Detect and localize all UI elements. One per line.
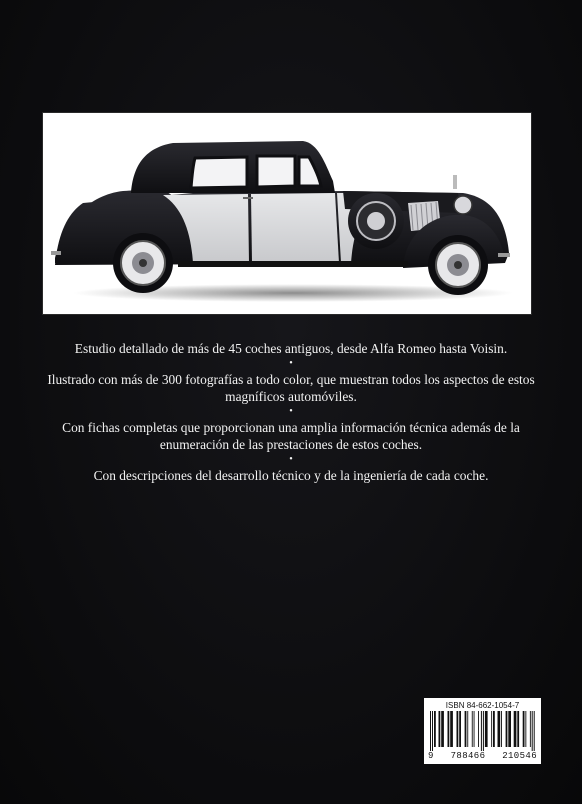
- barcode-bar: [514, 711, 517, 747]
- barcode-bar: [523, 711, 525, 747]
- bullet-separator: •: [289, 454, 293, 465]
- barcode-bar: [498, 711, 501, 747]
- ean-left-group: 788466: [450, 751, 486, 761]
- feature-list: [30, 340, 552, 484]
- barcode-bar: [501, 711, 502, 747]
- barcode-bar: [530, 711, 531, 747]
- barcode-bar: [465, 711, 467, 747]
- barcode-bar: [459, 711, 461, 747]
- barcode-bar: [467, 711, 468, 747]
- ean-digits: [424, 751, 541, 761]
- feature-item-photos: Ilustrado con más de 300 fotografías a todo color, que muestran todos los aspectos de estos magníficos automóviles.: [47, 372, 535, 404]
- barcode-bar: [434, 711, 436, 747]
- barcode-bar: [485, 711, 488, 747]
- barcode-bar: [441, 711, 444, 747]
- bullet-separator: •: [289, 406, 293, 417]
- barcode-bar: [448, 711, 450, 747]
- feature-item-models: Estudio detallado de más de 45 coches antiguos, desde Alfa Romeo hasta Voisin.: [74, 341, 508, 356]
- barcode-bar: [474, 711, 475, 747]
- vintage-limousine-car-icon: [43, 113, 531, 314]
- barcode-bar: [439, 711, 441, 747]
- barcode-bar: [483, 711, 484, 751]
- barcode-bar: [457, 711, 459, 747]
- barcode-bar: [491, 711, 492, 747]
- ean-right-group: 210546: [502, 751, 537, 761]
- barcode-bar: [532, 711, 533, 751]
- isbn-number: ISBN 84-662-1054-7: [445, 701, 520, 710]
- barcode-bar: [478, 711, 479, 747]
- barcode-bar: [450, 711, 453, 747]
- barcode-bar: [481, 711, 482, 751]
- barcode-bar: [472, 711, 473, 747]
- barcode-bar: [534, 711, 535, 751]
- feature-item-engineering: Con descripciones del desarrollo técnico y de la ingeniería de cada coche.: [93, 468, 489, 483]
- barcode-bar: [493, 711, 495, 747]
- car-photo: [43, 113, 531, 314]
- ean13-barcode-icon: [428, 711, 537, 751]
- barcode-bar: [517, 711, 519, 747]
- barcode-bar: [430, 711, 431, 751]
- ean-first-digit: 9: [428, 751, 434, 761]
- bullet-separator: •: [289, 358, 293, 369]
- barcode-bar: [525, 711, 526, 747]
- barcode-bar: [508, 711, 511, 747]
- feature-item-specs: Con fichas completas que proporcionan una amplia información técnica además de la enumeración de las prestaciones de estos coches.: [62, 420, 520, 452]
- barcode-bar: [506, 711, 508, 747]
- barcode-bar: [432, 711, 433, 751]
- barcode-label: [424, 698, 541, 764]
